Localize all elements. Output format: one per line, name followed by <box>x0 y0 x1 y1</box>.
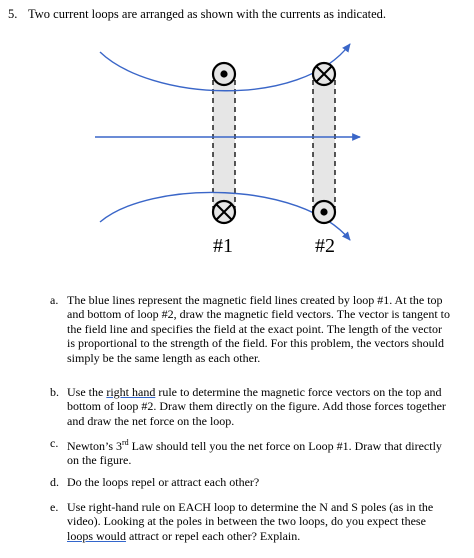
part-b-text <box>67 385 450 428</box>
part-e-text-post: attract or repel each other? Explain. <box>126 528 301 543</box>
part-a-text: The blue lines represent the magnetic field lines created by loop #1. At the top and bottom of loop #2, draw the magnetic field vectors. The vector is tangent to the field line and specifies the field at the exact point. The length of the vector is proportional to the strength of the field. For this problem, the vectors should simply be the same length as each other. <box>67 293 451 365</box>
loop-1-label: #1 <box>213 235 233 257</box>
part-c-superscript: rd <box>122 438 129 447</box>
part-b-underlined: right hand <box>106 385 156 399</box>
part-c <box>50 436 450 468</box>
part-b <box>50 385 450 428</box>
part-d-text: Do the loops repel or attract each other? <box>67 475 260 489</box>
part-b-text-pre: Use the <box>67 385 107 399</box>
part-c-letter: c. <box>50 436 59 450</box>
part-d-letter: d. <box>50 475 59 489</box>
part-e-text <box>67 500 450 543</box>
part-d <box>50 475 450 489</box>
part-e-letter: e. <box>50 500 59 514</box>
part-b-letter: b. <box>50 385 59 399</box>
part-e-text-pre: Use right-hand rule on EACH loop to determine the N and S poles (as in the video). Looking at the poles in between the two loops, do you expect these <box>67 500 434 529</box>
part-c-text-post: Law should tell you the net force on Loop #1. Draw that directly on the figure. <box>67 439 442 468</box>
part-b-text-post: rule to determine the magnetic force vectors on the top and bottom of loop #2. Draw them directly on the figure. Add those forces together and draw the net force on the loop. <box>67 385 446 428</box>
question-text: Two current loops are arranged as shown with the currents as indicated. <box>28 7 387 21</box>
part-e <box>50 500 450 543</box>
part-e-underlined: loops would <box>67 528 127 543</box>
loop-2-label: #2 <box>315 235 335 257</box>
part-a <box>50 293 450 365</box>
part-c-text-pre: Newton’s 3 <box>67 439 122 453</box>
question-number: 5. <box>8 7 18 21</box>
part-c-text <box>67 436 450 468</box>
part-a-letter: a. <box>50 293 59 307</box>
